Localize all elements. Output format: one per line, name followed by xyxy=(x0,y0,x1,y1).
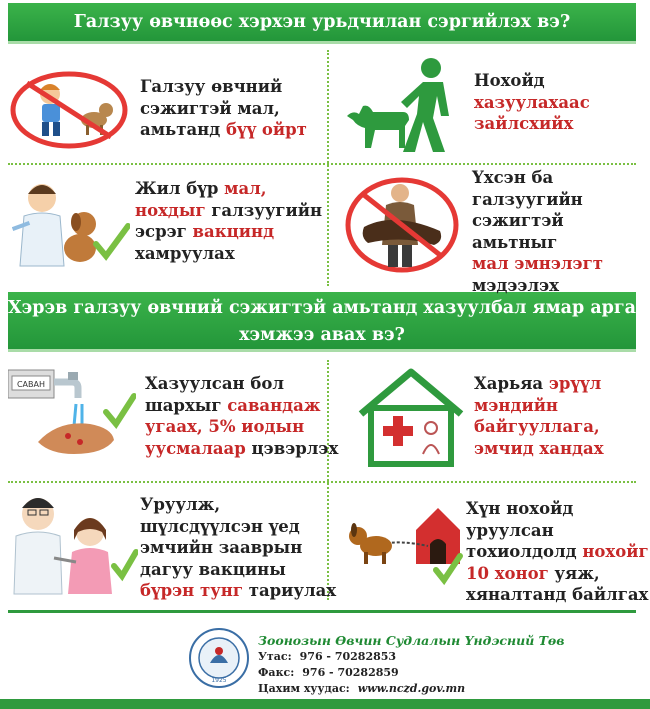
footer-bar xyxy=(0,699,650,709)
divider xyxy=(8,481,636,483)
section-title-if-bitten xyxy=(8,292,636,352)
doctor-injection-icon xyxy=(10,492,138,596)
hospital-icon xyxy=(355,366,467,468)
tip-observe-dog-10-days: Хүн нохойд уруулсан тохиолдолд нохойг 10 хоног уяж, хяналтанд байлгах xyxy=(466,499,649,604)
tip-see-doctor: Харьяа эрүүл мэндийн байгууллага, эмчид хандах xyxy=(474,374,604,458)
tip-annual-vaccination: Жил бүр мал, нохдыг галзуугийн эсрэг вакцинд хамруулах xyxy=(135,179,323,263)
wash-wound-icon xyxy=(8,366,136,468)
tip-wash-wound: Хазуулсан бол шархыг савандаж угаах, 5% иодын уусмалаар цэвэрлэх xyxy=(145,374,339,458)
organization-name: Зоонозын Өвчин Судлалын Үндэсний Төв xyxy=(258,633,565,648)
vet-vaccine-icon xyxy=(12,176,130,272)
website-line: Цахим хуудас: www.nczd.gov.mn xyxy=(258,682,466,695)
website-link[interactable]: www.nczd.gov.mn xyxy=(357,682,466,695)
running-from-dog-icon xyxy=(345,56,465,156)
tip-avoid-dog-bites: Нохойд хазуулахаас зайлсхийх xyxy=(474,71,590,133)
tied-dog-icon xyxy=(342,500,466,588)
phone-line: Утас: 976 - 70282853 xyxy=(258,650,397,663)
banner2-line2: хэмжээ авах вэ? xyxy=(239,325,405,345)
section-title-prevention: Галзуу өвчнөөс хэрхэн урьдчилан сэргийлэх вэ? xyxy=(8,3,636,44)
banner2-line1: Хэрэв галзуу өвчний сэжигтэй амьтанд хазуулбал ямар арга xyxy=(8,298,636,318)
no-carry-dead-animal-icon xyxy=(342,175,462,275)
seal-year: 1925 xyxy=(211,677,227,684)
tip-avoid-suspicious-animals: Галзуу өвчний сэжигтэй мал, амьтанд бүү ойрт xyxy=(140,77,307,139)
tip-report-dead-animals: Үхсэн ба галзуугийн сэжигтэй амьтныг мал эмнэлэгт мэдээлэх xyxy=(472,168,603,295)
no-contact-animal-icon xyxy=(8,70,130,150)
tip-complete-vaccination: Уруулж, шүлсдүүлсэн үед эмчийн зааврын дагуу вакцины бүрэн тунг тариулах xyxy=(140,495,337,600)
divider xyxy=(8,163,636,165)
footer-divider xyxy=(8,610,636,613)
nczd-seal-logo xyxy=(188,627,250,689)
soap-label: САВАН xyxy=(16,380,46,389)
divider xyxy=(327,50,329,286)
fax-line: Факс: 976 - 70282859 xyxy=(258,666,399,679)
